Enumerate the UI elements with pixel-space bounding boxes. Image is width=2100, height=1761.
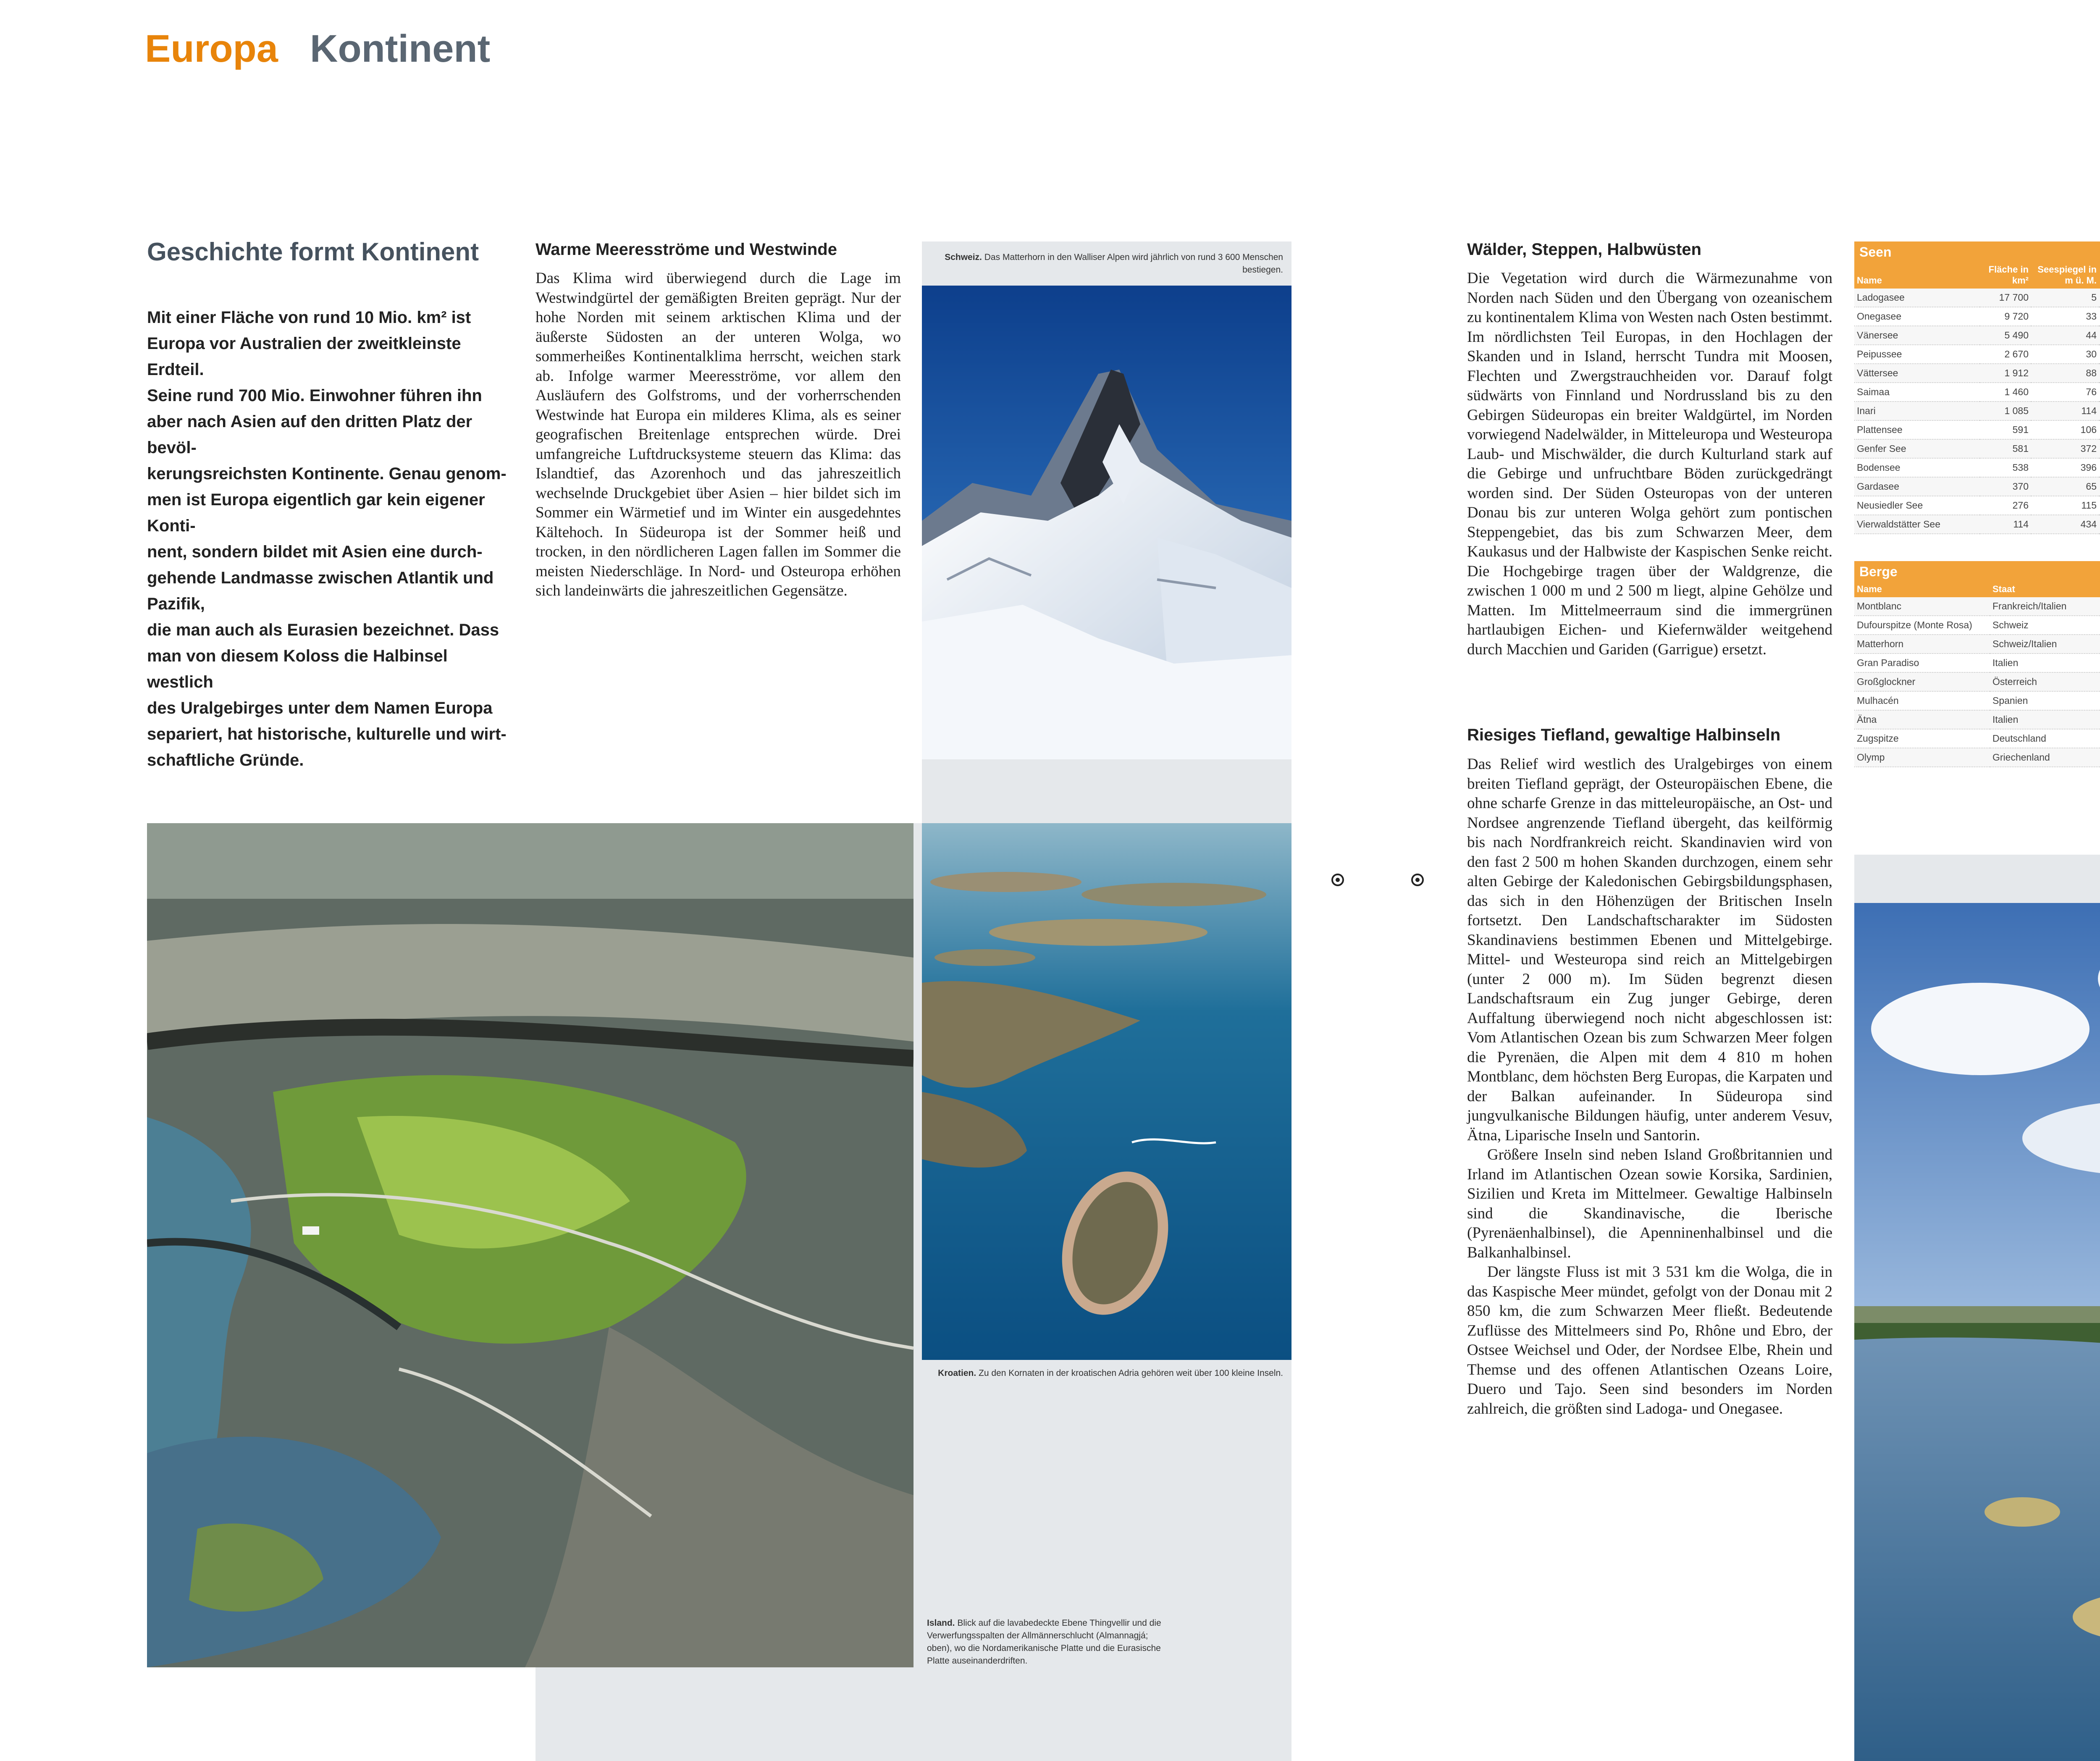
table-cell: Ladogasee xyxy=(1854,289,1980,307)
mountains-table xyxy=(1854,582,2100,767)
registration-mark xyxy=(1411,874,1424,886)
table-row xyxy=(1854,748,2100,767)
relief-paragraph: Der längste Fluss ist mit 3 531 km die Wolga, die in das Kaspische Meer mündet, gefolgt von der Donau mit 2 850 km, die zum Schwarzen Meer fließt. Bedeutende Zuflüsse des Mittelmeers sind Po, Rhône und Ebro, der Ostsee Weichsel und Oder, der Nordsee Elbe, Rhein und Themse und des offenen Atlantischen Ozeans Loire, Duero und Tajo. Seen sind besonders im Norden zahlreich, die größten sind Ladoga- und Onegasee. xyxy=(1467,1263,1832,1417)
climate-paragraph: Das Klima wird überwiegend durch die Lage im Westwindgürtel der gemäßigten Breiten geprägt. Nur der hohe Norden mit seinem arktischen Klima und der äußerste Südosten an der unteren Wolga, wo sommerheißes Kontinentalklima herrscht, weichen stark ab. Infolge warmer Meeresströme, vor allem den Ausläufern des Golfstroms, und der vorherrschenden Westwinde hat Europa ein milderes Klima, als es seiner geografischen Breitenlage entsprechen würde. Drei umfangreiche Luftdrucksysteme steuern das Klima: das Islandtief, das Azorenhoch und das jahreszeitlich wechselnde Druckgebiet über Asien – hier bildet sich im Sommer ein Wärmetief und im Winter ein ausgedehntes Kältehoch. In Südeuropa ist der Sommer heiß und trocken, in den nördlicheren Lagen fallen im Sommer die meisten Niederschläge. In Nord- und Osteuropa erhöhen sich landeinwärts die jahreszeitlichen Gegensätze. xyxy=(536,270,901,599)
lead-line: die man auch als Eurasien bezeichnet. Dass xyxy=(147,621,499,639)
lead-line: men ist Europa eigentlich gar kein eigener Konti- xyxy=(147,491,485,535)
vegetation-heading: Wälder, Steppen, Halbwüsten xyxy=(1467,240,1701,259)
table-cell: Großglockner xyxy=(1854,672,1990,691)
table-row xyxy=(1854,616,2100,635)
col-header: Staat xyxy=(1990,582,2100,597)
lead-line: des Uralgebirges unter dem Namen Europa xyxy=(147,699,493,717)
table-row xyxy=(1854,289,2100,307)
table-cell: Gran Paradiso xyxy=(1854,653,1990,672)
thingvellir-image xyxy=(147,823,914,1667)
caption-kroatien xyxy=(930,1367,1283,1380)
table-cell: Schweiz/Italien xyxy=(1990,635,2100,653)
table-cell: 538 xyxy=(1980,458,2031,477)
table-row xyxy=(1854,672,2100,691)
caption-island xyxy=(927,1617,1162,1667)
table-cell: Italien xyxy=(1990,653,2100,672)
table-cell: Deutschland xyxy=(1990,729,2100,748)
table-row xyxy=(1854,383,2100,402)
photo-thingvellir xyxy=(147,823,914,1667)
table-cell: Vänersee xyxy=(1854,326,1980,345)
registration-mark xyxy=(1331,874,1344,886)
table-cell: Onegasee xyxy=(1854,307,1980,326)
climate-text xyxy=(536,269,901,601)
caption-schweiz xyxy=(930,251,1283,276)
table-cell: 396 xyxy=(2031,458,2099,477)
col-header: Name xyxy=(1854,582,1990,597)
kornaten-image xyxy=(922,823,1292,1360)
table-cell: 106 xyxy=(2031,420,2099,439)
caption-place: Island. xyxy=(927,1618,955,1628)
table-row xyxy=(1854,496,2100,515)
lead-text xyxy=(147,304,517,773)
lead-line: nent, sondern bildet mit Asien eine durch- xyxy=(147,543,483,561)
table-row xyxy=(1854,710,2100,729)
relief-heading: Riesiges Tiefland, gewaltige Halbinseln xyxy=(1467,726,1781,744)
caption-place: Kroatien. xyxy=(938,1368,976,1378)
table-cell: 9 720 xyxy=(1980,307,2031,326)
relief-paragraph: Größere Inseln sind neben Island Großbritannien und Irland im Atlantischen Ozean sowie Korsika, Sardinien, Sizilien und Kreta im Mittelmeer. Gewaltige Halbinseln sind die Skandinavische, die Iberische (Pyrenäenhalbinsel), die Apenninenhalbinsel und die Balkanhalbinsel. xyxy=(1467,1146,1832,1261)
table-cell: 370 xyxy=(1980,477,2031,496)
table-cell: 581 xyxy=(1980,439,2031,458)
climate-heading: Warme Meeresströme und Westwinde xyxy=(536,240,837,259)
table-cell: 44 xyxy=(2031,326,2099,345)
table-cell: Österreich xyxy=(1990,672,2100,691)
table-row xyxy=(1854,635,2100,653)
table-row xyxy=(1854,597,2100,616)
table-cell: Saimaa xyxy=(1854,383,1980,402)
table-cell: Peipussee xyxy=(1854,345,1980,364)
caption-text: Blick auf die lavabedeckte Ebene Thingvellir und die Verwerfungsspalten der Allmännerschlucht (Almannagjá; oben), wo die Nordamerikanische Platte und die Eurasische Platte auseinanderdriften. xyxy=(927,1618,1161,1666)
table-cell: Spanien xyxy=(1990,691,2100,710)
table-title: Berge xyxy=(1854,561,2100,582)
table-cell: Plattensee xyxy=(1854,420,1980,439)
table-cell: 276 xyxy=(1980,496,2031,515)
caption-place: Schweiz. xyxy=(945,252,982,262)
table-row xyxy=(1854,439,2100,458)
table-cell: 76 xyxy=(2031,383,2099,402)
table-cell: 30 xyxy=(2031,345,2099,364)
table-cell: 114 xyxy=(2031,402,2099,420)
table-cell: 434 xyxy=(2031,515,2099,534)
vegetation-text xyxy=(1467,269,1832,659)
table-cell: Bodensee xyxy=(1854,458,1980,477)
table-cell: 65 xyxy=(2031,477,2099,496)
lead-line: aber nach Asien auf den dritten Platz der bevöl- xyxy=(147,412,472,457)
lead-line: man von diesem Koloss die Halbinsel westlich xyxy=(147,647,448,691)
table-title: Seen xyxy=(1854,241,2100,262)
table-row xyxy=(1854,307,2100,326)
subsection-title: Kontinent xyxy=(310,27,491,70)
table-cell: 88 xyxy=(2031,364,2099,383)
relief-text xyxy=(1467,755,1832,1419)
table-cell: Schweiz xyxy=(1990,616,2100,635)
table-cell: Mulhacén xyxy=(1854,691,1990,710)
table-cell: 115 xyxy=(2031,496,2099,515)
lead-line: Mit einer Fläche von rund 10 Mio. km² ist xyxy=(147,308,471,327)
table-cell: Montblanc xyxy=(1854,597,1990,616)
table-cell: Vierwaldstätter See xyxy=(1854,515,1980,534)
section-title: Europa xyxy=(145,27,278,70)
table-row xyxy=(1854,326,2100,345)
table-cell: 33 xyxy=(2031,307,2099,326)
table-cell: 5 490 xyxy=(1980,326,2031,345)
table-cell: 2 670 xyxy=(1980,345,2031,364)
table-berge xyxy=(1854,561,2100,767)
table-cell: Griechenland xyxy=(1990,748,2100,767)
table-cell: 17 700 xyxy=(1980,289,2031,307)
table-cell: 1 085 xyxy=(1980,402,2031,420)
table-row xyxy=(1854,420,2100,439)
table-cell: Ätna xyxy=(1854,710,1990,729)
table-row xyxy=(1854,364,2100,383)
col-header: Seespiegel in m ü. M. xyxy=(2031,262,2099,289)
table-row xyxy=(1854,402,2100,420)
table-cell: 5 xyxy=(2031,289,2099,307)
table-cell: Dufourspitze (Monte Rosa) xyxy=(1854,616,1990,635)
caption-text: Zu den Kornaten in der kroatischen Adria gehören weit über 100 kleine Inseln. xyxy=(979,1368,1283,1378)
table-row xyxy=(1854,458,2100,477)
photo-kornaten xyxy=(922,823,1292,1360)
masuren-image xyxy=(1854,903,2100,1761)
lead-line: Seine rund 700 Mio. Einwohner führen ihn xyxy=(147,386,482,405)
table-cell: Italien xyxy=(1990,710,2100,729)
table-header-row xyxy=(1854,582,2100,597)
table-cell: Zugspitze xyxy=(1854,729,1990,748)
lead-line: gehende Landmasse zwischen Atlantik und Pazifik, xyxy=(147,569,494,613)
table-cell: Matterhorn xyxy=(1854,635,1990,653)
lead-line: Europa vor Australien der zweitkleinste Erdteil. xyxy=(147,334,461,379)
col-header: Fläche in km² xyxy=(1980,262,2031,289)
table-seen xyxy=(1854,241,2100,534)
table-row xyxy=(1854,691,2100,710)
vegetation-paragraph: Die Vegetation wird durch die Wärmezunahme von Norden nach Süden und den Übergang von ozeanischem zu kontinentalem Klima von Westen nach Osten bestimmt. Im nördlichsten Teil Europas, in den Hochlagen der Skanden und in Island, herrscht Tundra mit Moosen, Flechten und Zwergstrauchheiden vor. Darauf folgt südwärts von Finnland und Nordrussland bis zu den Gebirgen Südeuropas ein breiter Waldgürtel, im Norden vorwiegend Nadelwälder, in Mitteleuropa und Westeuropa Laub- und Mischwälder, die durch Kulturland stark auf die Gebirge und unfruchtbare Böden zurückgedrängt worden sind. Der Süden Osteuropas von der unteren Donau bis zur unteren Wolga gehört zum pontischen Steppengebiet, das bis zum Schwarzen Meer, dem Kaukasus und der Halbwiste der Kaspischen Senke reicht. Die Hochgebirge tragen über der Waldgrenze, die zwischen 1 000 m und 2 500 m liegt, alpine Gehölze und Matten. Im Mittelmeerraum sind die immergrünen hartlaubigen Eichen- und Kiefernwälder weitgehend durch Macchien und Gariden (Garrigue) ersetzt. xyxy=(1467,270,1832,658)
table-cell: 1 912 xyxy=(1980,364,2031,383)
table-row xyxy=(1854,653,2100,672)
table-cell: Vättersee xyxy=(1854,364,1980,383)
table-cell: 1 460 xyxy=(1980,383,2031,402)
table-row xyxy=(1854,477,2100,496)
relief-paragraph: Das Relief wird westlich des Uralgebirges von einem breiten Tiefland geprägt, der Osteuropäischen Ebene, die ohne scharfe Grenze in das mitteleuropäische, an Ost- und Nordsee angrenzende Tiefland übergeht, das keilförmig bis nach Nordfrankreich reicht. Skandinavien wird von den fast 2 500 m hohen Skanden durchzogen, einem sehr alten Gebirge der Kaledonischen Gebirgsbildungsphasen, das sich in den Höhenzügen der Britischen Inseln fortsetzt. Den Landschaftscharakter im Südosten Skandinaviens bestimmen Ebenen und Mittelgebirge. Mittel- und Westeuropa sind reich an Mittelgebirgen (unter 2 000 m). Im Süden begrenzt diesen Landschaftsraum ein Zug junger Gebirge, deren Auffaltung überwiegend noch nicht abgeschlossen ist: Vom Atlantischen Ozean bis zum Schwarzen Meer folgen die Pyrenäen, die Alpen mit dem 4 810 m hohen Montblanc, dem höchsten Berg Europas, die Karpaten und der Balkan aufeinander. In Südeuropa sind jungvulkanische Bildungen häufig, unter anderem Vesuv, Ätna, Liparische Inseln und Santorin. xyxy=(1467,756,1832,1144)
table-cell: Gardasee xyxy=(1854,477,1980,496)
caption-text: Das Matterhorn in den Walliser Alpen wird jährlich von rund 3 600 Menschen bestiegen. xyxy=(984,252,1283,275)
lead-line: separiert, hat historische, kulturelle und wirt- xyxy=(147,725,507,743)
photo-matterhorn xyxy=(922,286,1292,759)
matterhorn-image xyxy=(922,286,1292,759)
table-cell: 114 xyxy=(1980,515,2031,534)
table-cell: Genfer See xyxy=(1854,439,1980,458)
table-cell: Olymp xyxy=(1854,748,1990,767)
table-cell: 372 xyxy=(2031,439,2099,458)
left-heading: Geschichte formt Kontinent xyxy=(147,238,479,266)
table-row xyxy=(1854,729,2100,748)
table-row xyxy=(1854,345,2100,364)
table-cell: 591 xyxy=(1980,420,2031,439)
lead-line: schaftliche Gründe. xyxy=(147,751,304,769)
table-cell: Neusiedler See xyxy=(1854,496,1980,515)
lakes-table xyxy=(1854,262,2100,534)
table-cell: Inari xyxy=(1854,402,1980,420)
photo-masuren xyxy=(1854,903,2100,1761)
col-header: Name xyxy=(1854,262,1980,289)
table-row xyxy=(1854,515,2100,534)
lead-line: kerungsreichsten Kontinente. Genau genom- xyxy=(147,465,507,483)
table-cell: Frankreich/Italien xyxy=(1990,597,2100,616)
table-header-row xyxy=(1854,262,2100,289)
